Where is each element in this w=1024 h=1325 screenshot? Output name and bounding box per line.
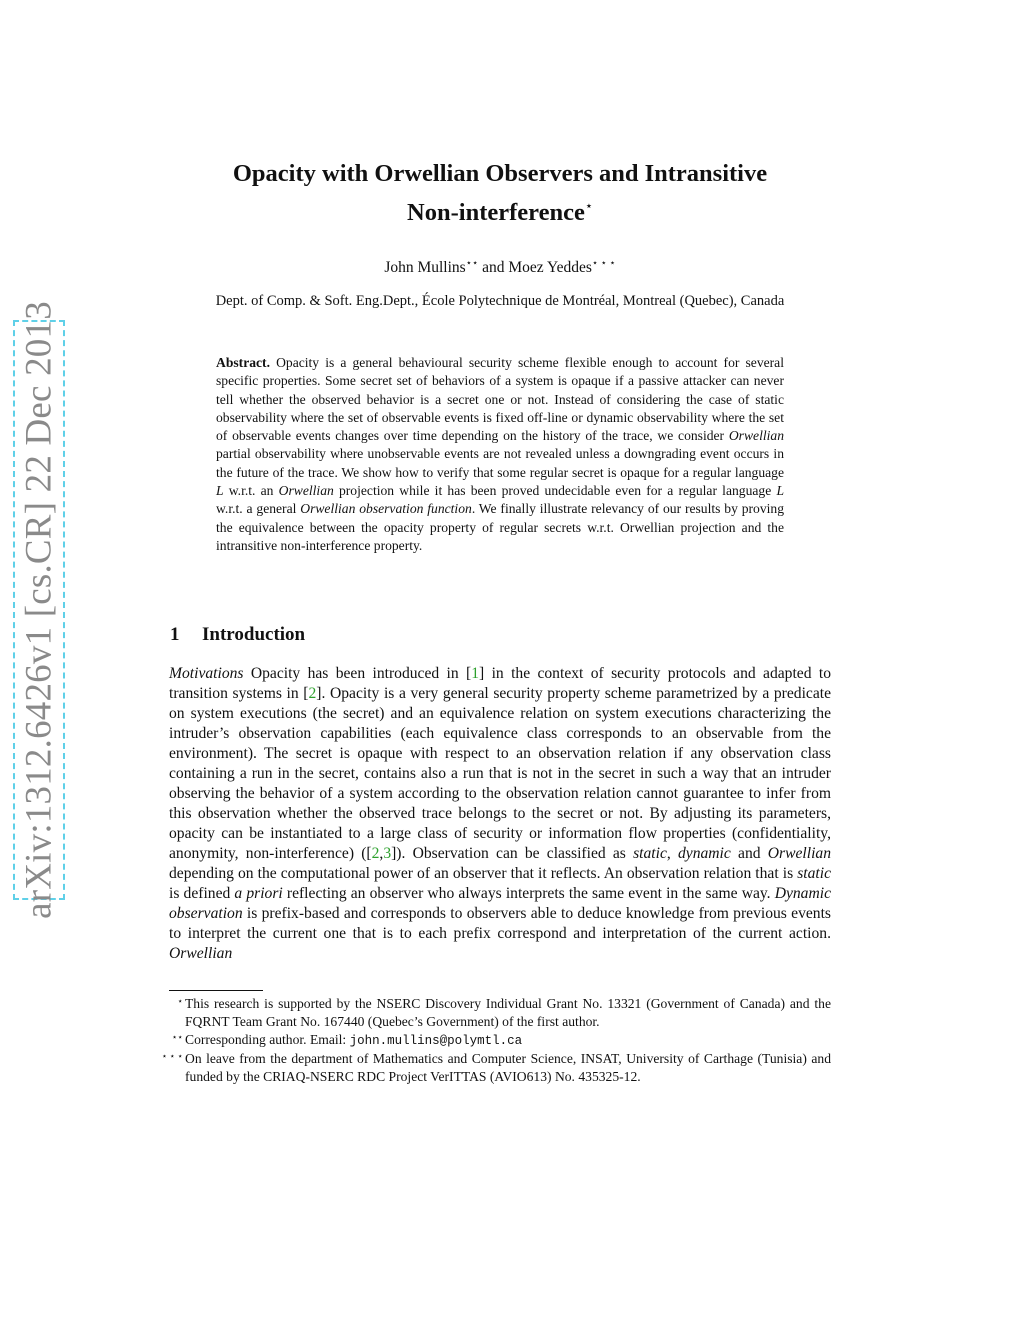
introduction-paragraph: Motivations Opacity has been introduced in [1] in the context of security protocols and adapted to transition systems in [2]. Opacity is a very general security property scheme parametrized by a predicate on system executions (the secret) and an equivalence relation on system executions characterizing the intruder’s observation capabilities (each equivalence class corresponds to an observable from the environment). The secret is opaque with respect to an observation relation if any observation class containing a run in the secret, contains also a run that is not in the secret in such a way that an intruder observing the behavior of a system according to the observation relation cannot guarantee to infer from this observation whether the observed trace belongs to the secret or not. By adjusting its parameters, opacity can be instantiated to a large class of security or information flow properties (confidentiality, anonymity, non-interference) ([2,3]). Observation can be classified as static, dynamic and Orwellian depending on the computational power of an observer that it reflects. An observation relation that is static is defined a priori reflecting an observer who always interprets the same event in the same way. Dynamic observation is prefix-based and corresponds to observers able to deduce knowledge from previous events to interpret the current one that is to each prefix correspond and interpretation of the current action. Orwellian (169, 665, 832, 962)
footnote-1: ⋆ This research is supported by the NSERC Discovery Individual Grant No. 13321 (Government of Canada) and the FQRNT Team Grant No. 167440 (Quebec’s Government) of the first author. (169, 995, 831, 1031)
abstract: Abstract. Opacity is a general behavioural security scheme flexible enough to account for several specific properties. Some secret set of behaviors of a system is opaque if a passive attacker can never tell whether the observed behavior is a secret one or not. Instead of considering the case of static observability where the set of observable events is fixed off-line or dynamic observability where the set of observable events changes over time depending on the history of the trace, we consider Orwellian partial observability where unobservable events are not revealed unless a downgrading event occurs in the future of the trace. We show how to verify that some regular secret is opaque for a regular language L w.r.t. an Orwellian projection while it has been proved undecidable even for a regular language L w.r.t. a general Orwellian observation function. We finally illustrate relevancy of our results by proving the equivalence between the opacity property of regular secrets w.r.t. Orwellian projection and the intransitive non-interference property. (216, 355, 784, 553)
section-heading-introduction (170, 624, 305, 646)
title-footnote-mark: ⋆ (584, 198, 593, 213)
citation-link[interactable]: 3 (383, 845, 392, 862)
section-title: Introduction (202, 624, 306, 645)
citation-link[interactable]: 1 (471, 665, 480, 682)
footnotes (161, 995, 831, 1086)
footnote-1-mark: ⋆ (177, 996, 183, 1006)
author-2: Moez Yeddes (508, 259, 592, 276)
abstract-label: Abstract. (216, 355, 270, 370)
footnote-2-mark: ⋆⋆ (171, 1031, 183, 1042)
author-list: John Mullins⋆⋆ and Moez Yeddes⋆ ⋆ ⋆ (384, 258, 616, 276)
author-1-mark: ⋆⋆ (465, 258, 479, 269)
author-1: John Mullins (384, 259, 466, 276)
paragraph-lead: Motivations (169, 665, 244, 682)
citation-link[interactable]: 2 (371, 845, 380, 862)
author-2-mark: ⋆ ⋆ ⋆ (591, 258, 616, 269)
title-line-1: Opacity with Orwellian Observers and Intransitive (232, 160, 768, 187)
citation-link[interactable]: 2 (308, 685, 317, 702)
email-link[interactable]: john.mullins@polymtl.ca (349, 1033, 523, 1048)
title-line-2: Non-interference⋆ (407, 198, 593, 226)
arxiv-identifier-stamp (13, 301, 65, 919)
arxiv-identifier-text: arXiv:1312.6426v1 [cs.CR] 22 Dec 2013 (18, 301, 60, 919)
section-number: 1 (170, 624, 180, 645)
paper-title (150, 158, 850, 229)
footnote-divider (169, 990, 263, 991)
footnote-3: ⋆ ⋆ ⋆ On leave from the department of Mathematics and Computer Science, INSAT, University of Carthage (Tunisia) and funded by the CRIAQ-NSERC RDC Project VerITTAS (AVIO613) No. 435325-12. (169, 1050, 831, 1086)
footnote-2: ⋆⋆ Corresponding author. Email: john.mullins@polymtl.ca (169, 1031, 831, 1051)
affiliation: Dept. of Comp. & Soft. Eng.Dept., École Polytechnique de Montréal, Montreal (Quebec), Canada (215, 293, 785, 309)
footnote-3-mark: ⋆ ⋆ ⋆ (161, 1051, 183, 1062)
